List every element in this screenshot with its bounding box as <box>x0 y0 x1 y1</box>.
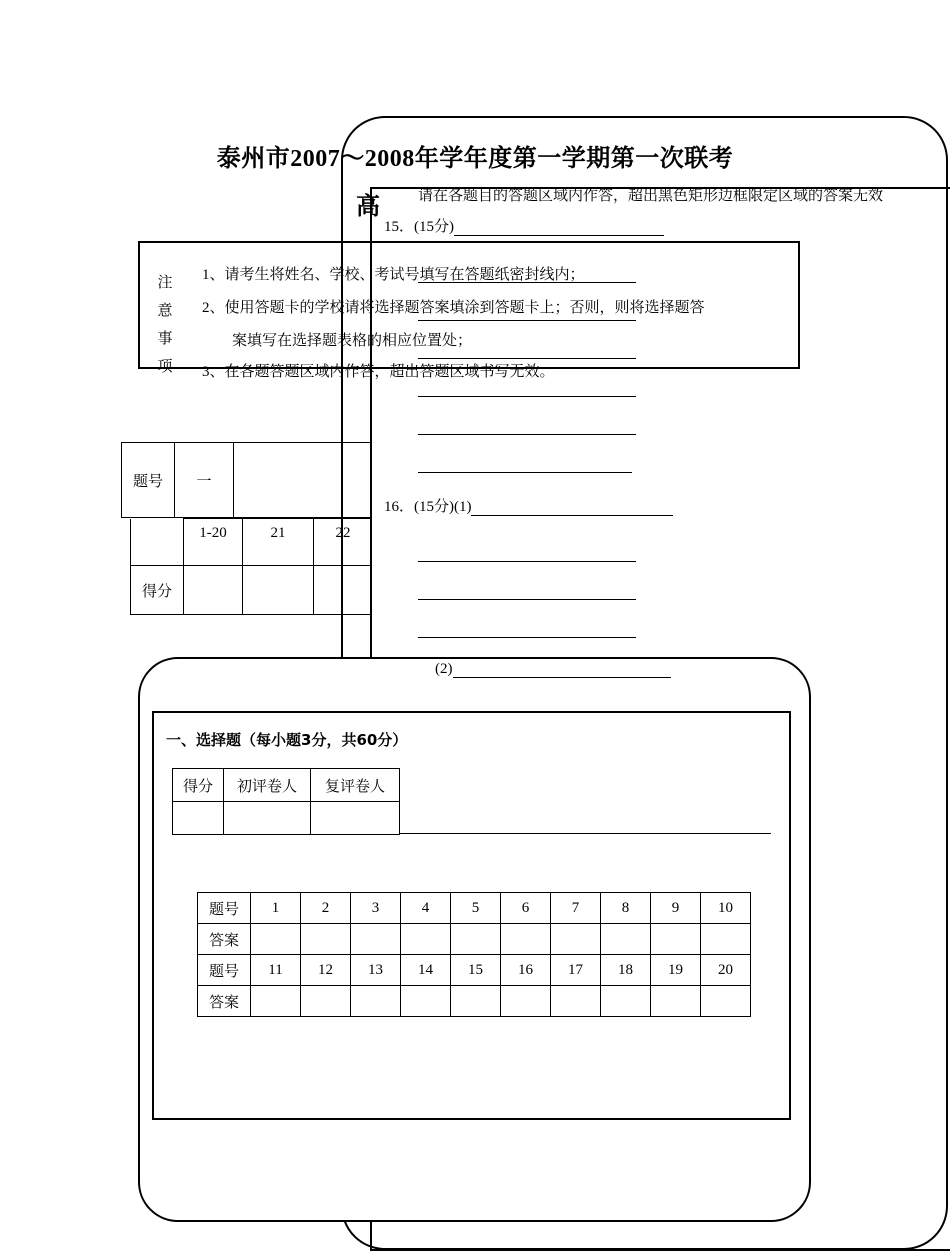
question-number: 12 <box>301 955 351 986</box>
question-16-part-2-label: (2) <box>435 661 453 677</box>
question-16 <box>384 495 673 516</box>
question-number: 2 <box>301 893 351 924</box>
answer-cell[interactable] <box>701 924 751 955</box>
grader-header: 初评卷人 <box>224 769 311 802</box>
answer-cell[interactable] <box>551 986 601 1017</box>
question-number: 17 <box>551 955 601 986</box>
question-15-label: 15．(15分) <box>384 219 454 235</box>
question-number: 13 <box>351 955 401 986</box>
answer-instruction: 请在各题目的答题区域内作答，超出黑色矩形边框限定区域的答案无效 <box>418 187 884 204</box>
answer-cell[interactable] <box>601 986 651 1017</box>
answer-cell[interactable] <box>251 986 301 1017</box>
answer-line[interactable] <box>454 219 664 236</box>
question-number: 3 <box>351 893 401 924</box>
question-number: 14 <box>401 955 451 986</box>
answer-cell[interactable] <box>601 924 651 955</box>
question-number: 4 <box>401 893 451 924</box>
answer-line[interactable] <box>418 320 636 321</box>
answer-cell[interactable] <box>551 924 601 955</box>
question-16-part-2 <box>435 661 671 678</box>
note-item-2-cont: 案填写在选择题表格的相应位置处； <box>232 333 473 349</box>
answer-line[interactable] <box>418 358 636 359</box>
score-input-cell[interactable] <box>243 566 314 615</box>
note-item-3: 3、在各题答题区域内作答，超出答题区域书写无效。 <box>202 364 555 380</box>
question-number: 5 <box>451 893 501 924</box>
answer-cell[interactable] <box>651 986 701 1017</box>
score-table-cell: 题号 <box>122 443 175 518</box>
question-number: 9 <box>651 893 701 924</box>
answer-cell[interactable] <box>301 986 351 1017</box>
answer-cell[interactable] <box>501 924 551 955</box>
score-table-cell: 1-20 <box>184 519 243 566</box>
notes-side-label <box>154 269 176 381</box>
answer-line[interactable] <box>418 396 636 397</box>
question-number: 11 <box>251 955 301 986</box>
row-label: 答案 <box>198 924 251 955</box>
score-input-cell[interactable] <box>184 566 243 615</box>
question-15 <box>384 215 664 236</box>
question-number: 20 <box>701 955 751 986</box>
answer-cell[interactable] <box>451 924 501 955</box>
page-title: 泰州市2007～2008年学年度第一学期第一次联考 <box>216 146 734 172</box>
question-number: 10 <box>701 893 751 924</box>
answer-table-answer-row <box>198 986 751 1017</box>
answer-line[interactable] <box>418 561 636 562</box>
answer-table-answer-row <box>198 924 751 955</box>
score-table-header <box>121 442 370 518</box>
answer-line[interactable] <box>418 599 636 600</box>
answer-cell[interactable] <box>251 924 301 955</box>
grader-table <box>172 768 400 835</box>
note-item-1: 1、请考生将姓名、学校、考试号填写在答题纸密封线内； <box>202 267 585 283</box>
answer-table <box>197 892 751 1017</box>
page-subtitle-fragment: 高 <box>356 194 380 220</box>
notes-char: 事 <box>157 331 173 347</box>
answer-line[interactable] <box>418 282 636 283</box>
answer-cell[interactable] <box>401 924 451 955</box>
question-number: 19 <box>651 955 701 986</box>
answer-cell[interactable] <box>501 986 551 1017</box>
grader-input-cell[interactable] <box>224 802 311 835</box>
row-label: 答案 <box>198 986 251 1017</box>
score-table-cell: 21 <box>243 519 314 566</box>
score-table-cell <box>234 443 371 518</box>
answer-cell[interactable] <box>301 924 351 955</box>
section-title: 一、选择题（每小题3分，共60分） <box>166 731 408 749</box>
answer-line[interactable] <box>418 472 632 473</box>
grader-header: 得分 <box>173 769 224 802</box>
question-number: 15 <box>451 955 501 986</box>
question-16-label: 16．(15分)(1) <box>384 499 472 515</box>
note-item-2: 2、使用答题卡的学校请将选择题答案填涂到答题卡上；否则，则将选择题答 <box>202 300 705 316</box>
grader-input-cell[interactable] <box>311 802 400 835</box>
grader-input-cell[interactable] <box>173 802 224 835</box>
question-number: 6 <box>501 893 551 924</box>
row-label: 题号 <box>198 893 251 924</box>
notes-char: 注 <box>157 275 173 291</box>
notes-char: 意 <box>157 303 173 319</box>
grader-header: 复评卷人 <box>311 769 400 802</box>
score-table-cell: 一 <box>175 443 234 518</box>
answer-table-number-row <box>198 955 751 986</box>
answer-cell[interactable] <box>351 986 401 1017</box>
question-number: 8 <box>601 893 651 924</box>
answer-cell[interactable] <box>451 986 501 1017</box>
notes-char: 项 <box>157 359 173 375</box>
row-label: 题号 <box>198 955 251 986</box>
question-number: 1 <box>251 893 301 924</box>
question-number: 16 <box>501 955 551 986</box>
question-number: 7 <box>551 893 601 924</box>
score-table-cell <box>131 519 184 566</box>
answer-line[interactable] <box>418 637 636 638</box>
answer-line[interactable] <box>453 661 671 678</box>
score-table-cell: 得分 <box>131 566 184 615</box>
score-table <box>130 518 372 615</box>
answer-cell[interactable] <box>651 924 701 955</box>
answer-cell[interactable] <box>401 986 451 1017</box>
score-input-cell[interactable] <box>314 566 373 615</box>
notes-box <box>138 241 800 380</box>
answer-table-number-row <box>198 893 751 924</box>
divider <box>400 833 771 834</box>
answer-cell[interactable] <box>701 986 751 1017</box>
answer-cell[interactable] <box>351 924 401 955</box>
question-number: 18 <box>601 955 651 986</box>
answer-line[interactable] <box>471 499 673 516</box>
answer-line[interactable] <box>418 434 636 435</box>
score-table-cell: 22 <box>314 519 373 566</box>
